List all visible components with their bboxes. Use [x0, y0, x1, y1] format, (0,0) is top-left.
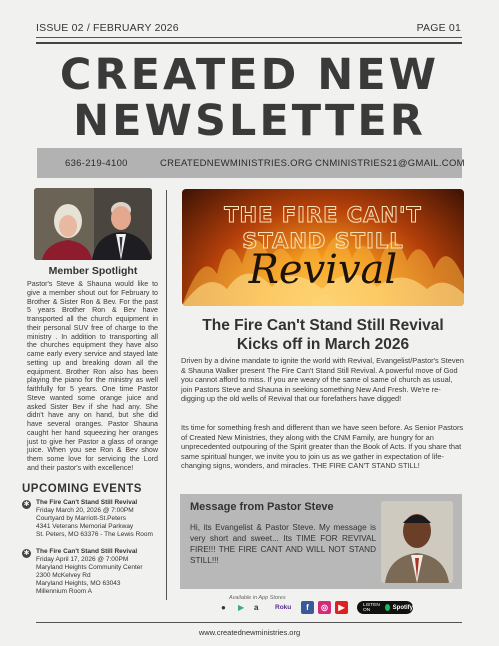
event-item-1[interactable] [22, 499, 172, 539]
event-title: The Fire Can't Stand Still Revival [36, 548, 138, 555]
instagram-icon[interactable]: ◎ [318, 601, 331, 614]
revival-banner [182, 189, 464, 306]
banner-script: Revival [248, 247, 398, 293]
header-rule-thick [36, 42, 462, 44]
member-spotlight-body: Pastor's Steve & Shauna would like to give a member shout out for February to Brother & Sister Ron & Bev. For the past 5 years Brother Ron & Bev have transported all the church equipment in their personal SUV free of charge to the ministry . In addition to transporting all the churches equipment they have also came early every service and stayed late setting up and breaking down all the equipment. Brother Ron also has been playing the piano for the ministry as well faithfully for 5 years. One time Pastor Steve wanted some orange juice and asked Sister Bev if she had any. She didn't have any on hand, but she did have several oranges. Pastor Shauna caught her hand squeezing her oranges just to give her Pastor a glass of orange juice. When you see Ron & Bev show them some love for servicing the Lord and their pastor's with excellence! [27, 280, 158, 472]
event-title: The Fire Can't Stand Still Revival [36, 499, 138, 506]
app-stores-label: Available in App Stores [229, 595, 286, 601]
banner-line1: THE FIRE CAN'T [224, 203, 422, 227]
pastor-message-box [180, 494, 462, 589]
article-title-line1: The Fire Can't Stand Still Revival [202, 317, 444, 334]
google-play-icon[interactable]: ▶ [238, 603, 245, 612]
column-divider [166, 190, 167, 600]
article-title-line2: Kicks off in March 2026 [236, 336, 410, 353]
spotify-icon [385, 604, 390, 611]
event-line: 4341 Veterans Memorial Parkway [36, 523, 134, 530]
event-line: Friday April 17, 2026 @ 7:00PM [36, 556, 129, 563]
pastor-message-heading: Message from Pastor Steve [190, 501, 334, 513]
youtube-icon[interactable]: ▶ [335, 601, 348, 614]
calendar-icon: ✱ [23, 501, 30, 508]
newsletter-title-line1: CREATED NEW [59, 50, 440, 100]
member-spotlight-photo [34, 188, 152, 260]
article-paragraph-2: Its time for something fresh and different than we have seen before. As Senior Pastors of Created New Ministries, they along with the CNM Family, are hungry for an unprecedented outpouring of the Spirit greater than the Book of Acts. If you share that same spiritual hunger, we invite you to join us as we gather in expectation of life-changing signs, wonders, and miracles. THE FIRE CAN'T STAND STILL! [181, 423, 464, 471]
event-item-2[interactable] [22, 548, 172, 596]
facebook-icon[interactable]: f [301, 601, 314, 614]
event-line: Friday March 20, 2026 @ 7:00PM [36, 507, 134, 514]
event-line: Maryland Heights Community Center [36, 564, 143, 571]
event-line: Courtyard by Marriott-St.Peters [36, 515, 126, 522]
article-paragraph-1: Driven by a divine mandate to ignite the world with Revival, Evangelist/Pastor's Steven & Shauna Walker present The Fire Can't Stand Still Revival. A powerful move of God you cannot afford to miss. If you are weary of the same ol same ol church as usual, join Pastors Steve and Shauna in seeking something New And Fresh. We're re-digging up the old wells of Revival that our forefathers have digged! [181, 356, 464, 404]
calendar-icon: ✱ [23, 550, 30, 557]
apple-icon[interactable]: ● [221, 603, 226, 612]
newsletter-title-line2: NEWSLETTER [73, 96, 426, 146]
page-number: PAGE 01 [416, 22, 461, 34]
member-spotlight-heading: Member Spotlight [48, 265, 138, 277]
banner-line2: STAND STILL [242, 229, 404, 253]
upcoming-events-heading: UPCOMING EVENTS [22, 483, 142, 495]
footer-rule [36, 622, 462, 623]
spotify-badge[interactable] [357, 601, 413, 614]
spotify-listen-label: LISTEN ON [363, 602, 380, 613]
event-line: 2300 McKelvey Rd [36, 572, 91, 579]
header-rule-top [36, 37, 462, 38]
contact-email[interactable]: CNMINISTRIES21@GMAIL.COM [315, 157, 465, 169]
pastor-steve-photo [381, 501, 453, 583]
issue-label: ISSUE 02 / FEBRUARY 2026 [36, 22, 179, 34]
contact-phone[interactable]: 636-219-4100 [65, 157, 128, 169]
contact-website[interactable]: CREATEDNEWMINISTRIES.ORG [160, 157, 313, 169]
event-line: Maryland Heights, MO 63043 [36, 580, 121, 587]
event-line: St. Peters, MO 63376 - The Lewis Room [36, 531, 153, 538]
footer-url[interactable]: www.creatednewministries.org [198, 628, 301, 637]
pastor-message-body: Hi, its Evangelist & Pastor Steve. My message is very short and sweet... Its TIME FOR REVIVAL FIRE!!! THE FIRE CANT AND WILL NOT STAND STILL!!! [190, 523, 376, 565]
contact-bar [37, 148, 465, 178]
amazon-icon[interactable]: a [254, 603, 259, 612]
spotify-label: Spotify [392, 604, 413, 611]
event-line: Millennium Room A [36, 588, 92, 595]
roku-icon[interactable]: Roku [275, 604, 292, 611]
